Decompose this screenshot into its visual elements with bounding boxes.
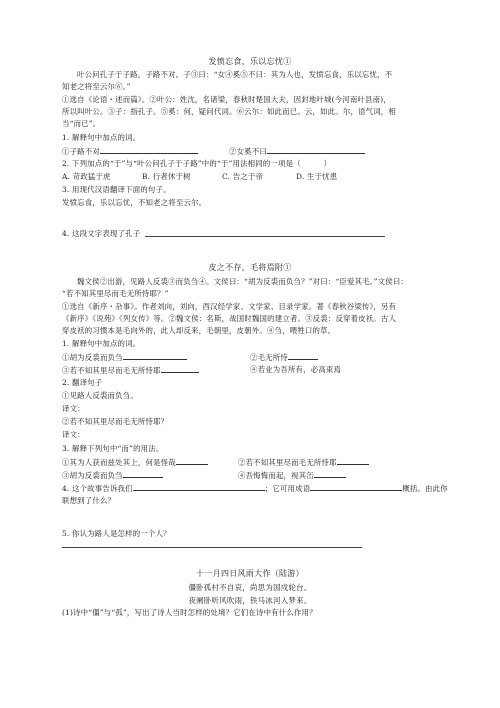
section1-passage-line2: 知老之将至云尔⑥。” xyxy=(62,82,131,91)
section2-question3-item-c: ③胡为反裘而负刍 xyxy=(62,470,163,481)
section1-question1-item-a: ①子路不对 xyxy=(62,146,198,157)
answer-blank[interactable] xyxy=(310,483,402,491)
answer-blank[interactable] xyxy=(100,146,198,154)
section2-question3-item-d: ④吾悔悔而起，视其缶 xyxy=(238,470,346,481)
section2-note-line1: ①选自《新序・杂事》。作者刘向，刘向，西汉经学家、文学家、目录学家。著《春秋谷梁传》，另有 xyxy=(62,302,397,311)
section1-question1: 1. 解释句中加点的词。 xyxy=(62,133,141,142)
section2-passage-line2: “若不知其里尽而毛无所恃耶？” xyxy=(62,289,169,298)
section2-title: 皮之不存，毛将焉附① xyxy=(208,263,292,272)
section1-note-line1: ①选自《论语・述而篇》。②叶公：姓沈，名诸梁，春秋时楚国大夫，因封地叶城(今河南叶县南)， xyxy=(62,95,391,104)
section2-question2-item-a: ①见路人反裘而负刍。 xyxy=(62,391,138,400)
section1-note-line3: 当“而已”。 xyxy=(62,119,101,128)
section2-question4-continued: 联想到了什么？ xyxy=(62,496,116,505)
answer-blank[interactable] xyxy=(133,483,265,491)
section2-question1-item-a: ①胡为反裘而负刍 xyxy=(62,352,187,363)
section1-question3-sentence: 发愤忘食，乐以忘忧，不知老之将至云尔。 xyxy=(62,198,207,207)
section2-question3: 3. 解释下列句中“而”的用法。 xyxy=(62,444,164,453)
poem-line2: 夜阑卧听风吹雨，铁马冰河入梦来。 xyxy=(188,596,312,605)
section3-question1: (1)诗中“僵”与“孤”，写出了诗人当时怎样的处境？它们在诗中有什么作用？ xyxy=(62,608,317,617)
section3-title: 十一月四日风雨大作（陆游） xyxy=(196,569,304,578)
answer-blank[interactable] xyxy=(176,457,208,465)
translation-label: 译文： xyxy=(62,430,85,439)
section1-title: 发愤忘食，乐以忘忧① xyxy=(208,57,292,66)
section1-question3: 3. 用现代汉语翻译下面的句子。 xyxy=(62,185,171,194)
section1-question4: 4. 这段文字表现了孔子 xyxy=(62,229,141,238)
section2-question3-item-a: ①其为人获而兹处其上，何是怪哉 xyxy=(62,457,208,468)
answer-blank[interactable] xyxy=(161,365,199,373)
section2-question2-item-b: ②若不知其里尽而毛无所恃耶？ xyxy=(62,417,169,426)
section1-question2: 2. 下列加点的“于”与“叶公问孔子于子路”中的“于”用法相同的一项是（ ） xyxy=(62,159,332,168)
section2-question4: 4. 这个故事告诉我们 ；它可用成语 概括。由此你 xyxy=(62,484,448,493)
answer-line[interactable] xyxy=(62,547,362,548)
section2-question1-item-c: ③若不知其里尽而毛无所恃耶 xyxy=(62,365,199,376)
section2-question3-item-b: ②若不知其里尽而毛无所恃耶 xyxy=(238,457,369,468)
answer-blank[interactable] xyxy=(267,146,365,154)
section2-passage-line1: 魏文侯②出游，见路人反裘③而负刍④。文侯曰：“胡为反裘而负刍？”对曰：“臣爱其毛。”文侯曰： xyxy=(77,277,409,286)
answer-blank[interactable] xyxy=(123,470,163,478)
section2-note-line3: 穿皮袄的习惯本是毛向外的，此人却反来，毛朝里，皮朝外。④刍，喂牲口的草。 xyxy=(62,326,336,335)
section2-question1-item-b: ②毛无所恃 xyxy=(250,352,318,363)
section2-question2: 2. 翻译句子 xyxy=(62,378,103,387)
section1-question1-item-b: ②女奚不曰 xyxy=(229,146,365,157)
answer-blank[interactable] xyxy=(337,457,369,465)
section1-question2-option-a: A. 苛政猛于虎 xyxy=(62,172,111,181)
answer-line[interactable] xyxy=(145,236,385,237)
translation-label: 译文： xyxy=(62,404,85,413)
section2-question5: 5. 你认为路人是怎样的一个人？ xyxy=(62,529,171,538)
section1-note-line2: 所以叫叶公。③子：指孔子。⑤奚：何，疑问代词。⑥云尔：如此而已。云，如此。尔，语气词，相 xyxy=(62,107,396,116)
section2-question1: 1. 解释句中加点的词。 xyxy=(62,339,141,348)
section1-question2-option-d: D. 生于忧患 xyxy=(296,172,338,181)
section1-passage-line1: 叶公问孔子于子路，子路不对。子③曰：“女④奚⑤不曰：其为人也，发愤忘食，乐以忘忧，不 xyxy=(77,70,393,79)
answer-blank[interactable] xyxy=(314,470,346,478)
section2-question1-item-d: ④若业为吾所有，必高束焉 xyxy=(250,365,342,374)
section1-question2-option-b: B. 行者休于树 xyxy=(142,172,191,181)
section2-note-line2: 《新序》《说苑》《列女传》等。②魏文侯：名斯，战国时魏国的建立者。③反裘：反穿着皮袄。古人 xyxy=(62,314,397,323)
poem-line1: 僵卧孤村不自哀，尚思为国戍轮台。 xyxy=(188,583,312,592)
section1-question2-option-c: C. 告之于帝 xyxy=(222,172,264,181)
answer-blank[interactable] xyxy=(288,352,318,360)
answer-blank[interactable] xyxy=(123,352,187,360)
